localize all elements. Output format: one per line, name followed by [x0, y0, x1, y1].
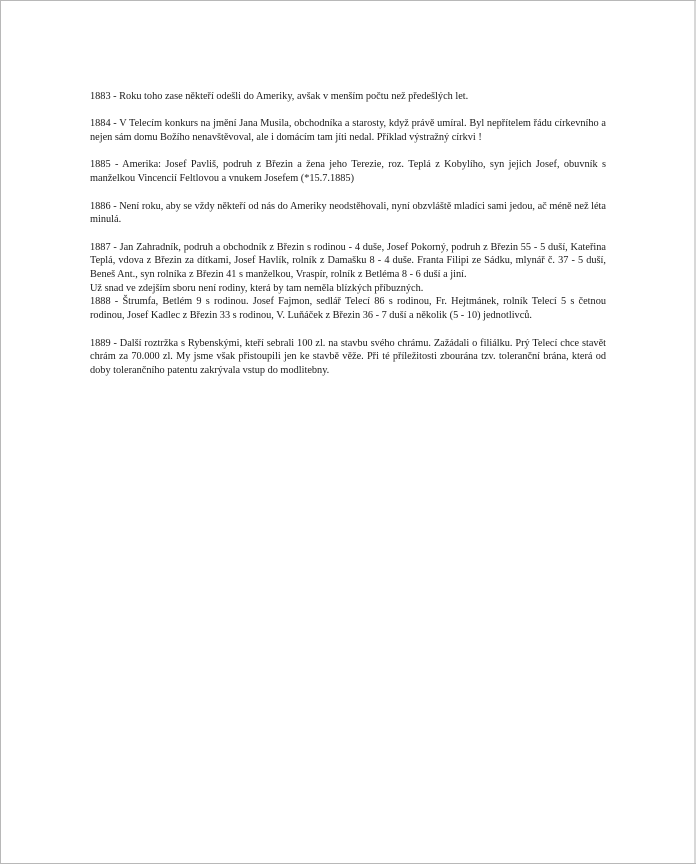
paragraph-1884	[90, 117, 606, 144]
paragraph-1886	[90, 200, 606, 227]
paragraph-text: 1885 - Amerika: Josef Pavliš, podruh z Březin a žena jeho Terezie, roz. Teplá z Kobylího, syn jejich Josef, obuvník s manželkou Vincencií Feltlovou a vnukem Josefem (*15.7.1885)	[90, 159, 606, 185]
paragraph-1885	[90, 158, 606, 185]
document-body	[90, 90, 606, 391]
paragraph-text: 1883 - Roku toho zase někteří odešli do Ameriky, avšak v menším počtu než předešlých let.	[90, 91, 469, 102]
paragraph-text: 1889 - Další roztržka s Rybenskými, kteří sebrali 100 zl. na stavbu svého chrámu. Zažádali o filiálku. Prý Telecí chce stavět chrám za 70.000 zl. My jsme však přistoupili jen ke stavbě věže. Při té příležitosti zbourána tzv. toleranční brána, která od doby tolerančního patentu zakrývala vstup do modlitebny.	[90, 337, 606, 376]
paragraph-text: 1887 - Jan Zahradník, podruh a obchodník z Březin s rodinou - 4 duše, Josef Pokorný, podruh z Březin 55 - 5 duší, Kateřina Teplá, vdova z Březin za dítkami, Josef Havlík, rolník z Damašku 8 - 4 duše. Franta Filipi ze Sádku, mlynář č. 37 - 5 duší, Beneš Ant., syn rolníka z Březin 41 s manželkou, Vraspír, rolník z Betléma 8 - 6 duší a jiní.	[90, 241, 606, 281]
paragraph-text: 1888 - Štrumfa, Betlém 9 s rodinou. Josef Fajmon, sedlář Telecí 86 s rodinou, Fr. Hejtmánek, rolník Telecí 5 s četnou rodinou, Josef Kadlec z Březin 33 s rodinou, V. Luňáček z Březin 36 - 7 duší a několik (5 - 10) jednotlivců.	[90, 296, 606, 322]
paragraph-1889	[90, 337, 606, 378]
paragraph-text: 1886 - Není roku, aby se vždy někteří od nás do Ameriky neodstěhovali, nyní obzvláště mladíci sami jedou, ač méně než léta minulá.	[90, 200, 606, 226]
paragraph-text: 1884 - V Telecím konkurs na jmění Jana Musila, obchodníka a starosty, když právě umíral. Byl nepřítelem řádu církevního a nejen sám domu Božího nenavštěvoval, ale i domácím tam jíti nedal. Příklad výstražný církvi !	[90, 118, 606, 144]
paragraph-1887-1888	[90, 241, 606, 323]
paragraph-1883	[90, 90, 606, 104]
paragraph-text: Už snad ve zdejším sboru není rodiny, která by tam neměla blízkých příbuzných.	[90, 282, 424, 294]
